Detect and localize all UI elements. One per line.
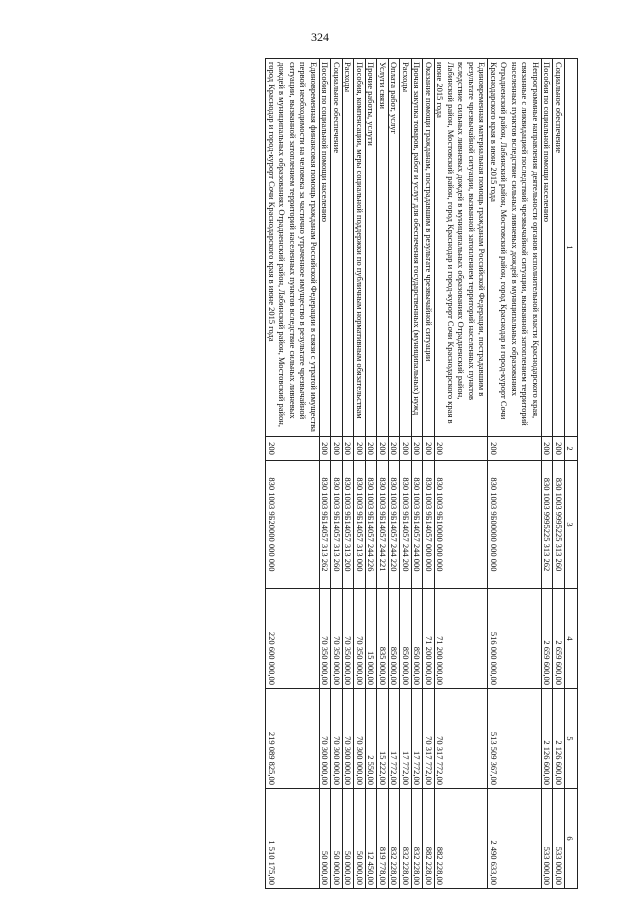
column-header: 3	[565, 461, 578, 589]
column-header: 2	[565, 437, 578, 461]
row-code-cell: 830 1003 9Б14057 244 220	[389, 461, 401, 589]
row-col4-cell: 71 200 000,00	[423, 589, 435, 689]
column-header: 4	[565, 589, 578, 689]
table-row	[412, 59, 424, 889]
row-col4-cell: 70 350 000,00	[331, 589, 343, 689]
row-col5-cell: 17 772,00	[412, 689, 424, 789]
row-code-cell: 830 1003 9Б14057 313 260	[331, 461, 343, 589]
page-number: 324	[311, 30, 329, 44]
row-code-cell: 830 1003 9Б00000 000 000	[488, 461, 542, 589]
row-col4-cell: 2 659 600,00	[542, 589, 554, 689]
row-name-cell: Расходы	[400, 59, 412, 437]
column-header-row	[565, 59, 578, 889]
table-row	[553, 59, 565, 889]
row-col5-cell: 2 126 600,00	[542, 689, 554, 789]
column-header: 1	[565, 59, 578, 437]
row-code-cell: 830 1003 9995225 313 260	[553, 461, 565, 589]
row-name-cell: Непрограммные направления деятельности органов исполнительной власти Краснодарского края, связанные с ликвидацией последствий чрезвычайной ситуации, вызванной затоплением территорий населенных пунктов вследствие сильных ливневых дождей в муниципальных образованиях Отрадненский район, Лабинский район, Мостовский район, город Краснодар и город-курорт Сочи Краснодарского края в июне 2015 года	[488, 59, 542, 437]
row-col4-cell: 850 000,00	[389, 589, 401, 689]
row-col4-cell: 220 600 000,00	[266, 589, 320, 689]
table-row	[542, 59, 554, 889]
row-rz-cell: 200	[400, 437, 412, 461]
row-name-cell: Прочие работы, услуги	[366, 59, 378, 437]
table-row	[423, 59, 435, 889]
column-header: 6	[565, 789, 578, 889]
table-row	[343, 59, 355, 889]
row-rz-cell: 200	[488, 437, 542, 461]
table-row	[435, 59, 489, 889]
row-name-cell: Расходы	[343, 59, 355, 437]
row-col5-cell: 70 300 000,00	[354, 689, 366, 789]
row-col4-cell: 70 350 000,00	[343, 589, 355, 689]
row-rz-cell: 200	[542, 437, 554, 461]
row-col5-cell: 219 089 825,00	[266, 689, 320, 789]
row-col6-cell: 533 000,00	[553, 789, 565, 889]
table-row	[377, 59, 389, 889]
row-name-cell: Социальное обеспечение	[331, 59, 343, 437]
row-rz-cell: 200	[354, 437, 366, 461]
table-row	[488, 59, 542, 889]
row-col4-cell: 516 000 000,00	[488, 589, 542, 689]
row-col6-cell: 50 000,00	[331, 789, 343, 889]
row-code-cell: 830 1003 9Б10000 000 000	[435, 461, 489, 589]
row-name-cell: Единовременная финансовая помощь гражданам Российской Федерации в связи с утратой имущества первой необходимости на человека за частично утраченное имущество в результате чрезвычайной ситуации, вызванной затоплением территорий населенных пунктов вследствие сильных ливневых дождей в муниципальных образованиях Отрадненский район, Лабинский район, Мостовский район, город Краснодар и город-курорт Сочи Краснодарского края в июне 2015 года	[266, 59, 320, 437]
row-code-cell: 830 1003 9Б14057 244 200	[400, 461, 412, 589]
row-col6-cell: 882 228,00	[435, 789, 489, 889]
row-name-cell: Пособия по социальной помощи населению	[320, 59, 332, 437]
table-row	[354, 59, 366, 889]
row-rz-cell: 200	[435, 437, 489, 461]
row-name-cell: Прочая закупка товаров, работ и услуг для обеспечения государственных (муниципальных) нужд	[412, 59, 424, 437]
row-col4-cell: 2 659 600,00	[553, 589, 565, 689]
row-col5-cell: 17 772,00	[389, 689, 401, 789]
row-name-cell: Пособия, компенсации, меры социальной поддержки по публичным нормативным обязательствам	[354, 59, 366, 437]
row-col5-cell: 70 300 000,00	[331, 689, 343, 789]
row-col4-cell: 835 000,00	[377, 589, 389, 689]
row-rz-cell: 200	[331, 437, 343, 461]
row-col6-cell: 832 228,00	[389, 789, 401, 889]
row-col4-cell: 850 000,00	[412, 589, 424, 689]
row-col4-cell: 70 350 000,00	[320, 589, 332, 689]
row-col6-cell: 50 000,00	[320, 789, 332, 889]
row-name-cell: Социальное обеспечение	[553, 59, 565, 437]
rotated-table-container	[88, 58, 578, 888]
row-col5-cell: 2 550,00	[366, 689, 378, 789]
row-rz-cell: 200	[389, 437, 401, 461]
row-code-cell: 830 1003 9Б14057 313 000	[354, 461, 366, 589]
row-rz-cell: 200	[423, 437, 435, 461]
table-row	[389, 59, 401, 889]
row-code-cell: 830 1003 9Б14057 244 226	[366, 461, 378, 589]
row-col5-cell: 70 317 772,00	[435, 689, 489, 789]
row-col5-cell: 70 300 000,00	[320, 689, 332, 789]
row-col6-cell: 819 778,00	[377, 789, 389, 889]
row-code-cell: 830 1003 9Б14057 313 262	[320, 461, 332, 589]
row-code-cell: 830 1003 9Б14057 313 200	[343, 461, 355, 589]
row-col5-cell: 513 509 367,00	[488, 689, 542, 789]
row-code-cell: 830 1003 9995225 313 262	[542, 461, 554, 589]
row-col5-cell: 2 126 600,00	[553, 689, 565, 789]
row-col5-cell: 70 317 772,00	[423, 689, 435, 789]
row-code-cell: 830 1003 9Б14057 244 221	[377, 461, 389, 589]
row-col4-cell: 850 000,00	[400, 589, 412, 689]
budget-table	[266, 58, 579, 889]
row-col4-cell: 70 350 000,00	[354, 589, 366, 689]
row-col5-cell: 17 772,00	[400, 689, 412, 789]
row-col4-cell: 15 000,00	[366, 589, 378, 689]
row-col6-cell: 50 000,00	[343, 789, 355, 889]
row-name-cell: Оплата работ, услуг	[389, 59, 401, 437]
row-code-cell: 830 1003 9Б20000 000 000	[266, 461, 320, 589]
row-col6-cell: 12 450,00	[366, 789, 378, 889]
row-col6-cell: 882 228,00	[423, 789, 435, 889]
row-col6-cell: 533 000,00	[542, 789, 554, 889]
row-col5-cell: 70 300 000,00	[343, 689, 355, 789]
row-name-cell: Единовременная материальная помощь гражданам Российской Федерации, пострадавшим в результате чрезвычайной ситуации, вызванной затоплением территорий населенных пунктов вследствие сильных ливневых дождей в муниципальных образованиях Отрадненский район, Лабинский район, Мостовский район, город Краснодар и город-курорт Сочи Краснодарского края в июне 2015 года	[435, 59, 489, 437]
table-row	[366, 59, 378, 889]
row-col6-cell: 832 228,00	[412, 789, 424, 889]
row-name-cell: Услуги связи	[377, 59, 389, 437]
row-col6-cell: 1 510 175,00	[266, 789, 320, 889]
row-col6-cell: 2 490 633,00	[488, 789, 542, 889]
row-name-cell: Оказание помощи гражданам, пострадавшим в результате чрезвычайной ситуации	[423, 59, 435, 437]
row-rz-cell: 200	[343, 437, 355, 461]
row-code-cell: 830 1003 9Б14057 244 000	[412, 461, 424, 589]
column-header: 5	[565, 689, 578, 789]
row-rz-cell: 200	[377, 437, 389, 461]
row-col4-cell: 71 200 000,00	[435, 589, 489, 689]
row-rz-cell: 200	[553, 437, 565, 461]
row-col6-cell: 832 228,00	[400, 789, 412, 889]
table-row	[266, 59, 320, 889]
table-row	[320, 59, 332, 889]
table-row	[400, 59, 412, 889]
row-rz-cell: 200	[320, 437, 332, 461]
row-rz-cell: 200	[412, 437, 424, 461]
row-rz-cell: 200	[266, 437, 320, 461]
table-row	[331, 59, 343, 889]
row-col5-cell: 15 222,00	[377, 689, 389, 789]
row-rz-cell: 200	[366, 437, 378, 461]
row-code-cell: 830 1003 9Б14057 000 000	[423, 461, 435, 589]
row-name-cell: Пособия по социальной помощи населению	[542, 59, 554, 437]
row-col6-cell: 50 000,00	[354, 789, 366, 889]
